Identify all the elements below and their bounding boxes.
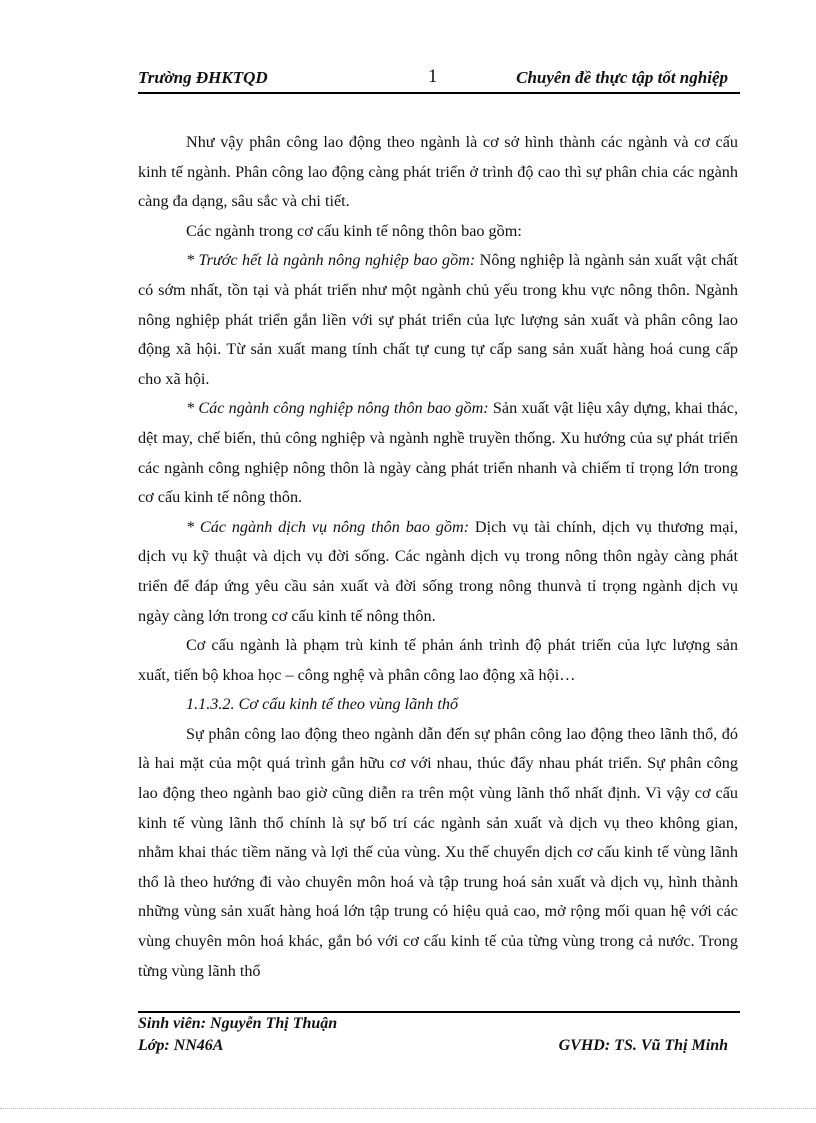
paragraph-7: Sự phân công lao động theo ngành dẫn đến sự phân công lao động theo lãnh thổ, đó là hai mặt của một quá trình gắn hữu cơ với nhau, thúc đẩy nhau phát triển. Sự phân công lao động theo ngành bao giờ cũng diễn ra trên một vùng lãnh thổ nhất định. Vì vậy cơ cấu kinh tế vùng lãnh thổ chính là sự bố trí các ngành sản xuất và dịch vụ theo không gian, nhằm khai thác tiềm năng và lợi thế của vùng. Xu thế chuyển dịch cơ cấu kinh tế vùng lãnh thổ là theo hướng đi vào chuyên môn hoá và tập trung hoá sản xuất và dịch vụ, hình thành những vùng sản xuất hàng hoá lớn tập trung có hiệu quả cao, mở rộng mối quan hệ với các vùng chuyên môn hoá khác, gắn bó với cơ cấu kinh tế của từng vùng trong cả nước. Trong từng vùng lãnh thổ [138, 724, 738, 980]
footer-student: Sinh viên: Nguyễn Thị Thuận [138, 1015, 338, 1032]
footer-divider [138, 1011, 740, 1013]
paragraph-services [138, 513, 738, 631]
services-label: * Các ngành dịch vụ nông thôn bao gồm: [186, 517, 470, 536]
services-text: Dịch vụ tài chính, dịch vụ thương mại, dịch vụ kỹ thuật và dịch vụ đời sống. Các ngành dịch vụ trong nông thôn ngày càng phát triển để đáp ứng yêu cầu sản xuất và đời sống trong nông thunvà tỉ trọng ngành dịch vụ ngày càng lớn trong cơ cấu kinh tế nông thôn. [138, 517, 738, 625]
industry-text: Sản xuất vật liệu xây dựng, khai thác, dệt may, chế biến, thủ công nghiệp và ngành nghề truyền thống. Xu hướng của sự phát triển các ngành công nghiệp nông thôn là ngày càng phát triển nhanh và chiếm tỉ trọng lớn trong cơ cấu kinh tế nông thôn. [138, 399, 738, 507]
header-school: Trường ĐHKTQD [138, 68, 268, 87]
paragraph-industry [138, 394, 738, 512]
industry-label: * Các ngành công nghiệp nông thôn bao gồm: [186, 399, 489, 418]
paragraph-1: Như vậy phân công lao động theo ngành là cơ sở hình thành các ngành và cơ cấu kinh tế ngành. Phân công lao động càng phát triển ở trình độ cao thì sự phân chia các ngành càng đa dạng, sâu sắc và chi tiết. [138, 133, 738, 211]
header-page-number: 1 [428, 66, 438, 87]
agriculture-label: * Trước hết là ngành nông nghiệp bao gồm: [186, 251, 476, 270]
header-doc-type: Chuyên đề thực tập tốt nghiệp [516, 68, 728, 87]
footer-class: Lớp: NN46A [138, 1037, 224, 1054]
page-header [138, 66, 740, 94]
document-body [138, 128, 738, 986]
paragraph-6: Cơ cấu ngành là phạm trù kinh tế phản ánh trình độ phát triển của lực lượng sản xuất, tiến bộ khoa học – công nghệ và phân công lao động xã hội… [138, 636, 738, 684]
paragraph-agriculture [138, 246, 738, 394]
section-heading [138, 690, 738, 720]
footer-advisor: GVHD: TS. Vũ Thị Minh [558, 1037, 728, 1054]
page-bottom-edge [0, 1108, 816, 1109]
paragraph-2: Các ngành trong cơ cấu kinh tế nông thôn bao gồm: [186, 221, 522, 240]
section-heading-text: 1.1.3.2. Cơ cấu kinh tế theo vùng lãnh thổ [186, 695, 459, 714]
agriculture-text: Nông nghiệp là ngành sản xuất vật chất có sớm nhất, tồn tại và phát triển như một ngành chủ yếu trong khu vực nông thôn. Ngành nông nghiệp phát triển gắn liền với sự phát triển của lực lượng sản xuất và phân công lao động xã hội. Từ sản xuất mang tính chất tự cung tự cấp sang sản xuất hàng hoá cung cấp cho xã hội. [138, 251, 738, 388]
